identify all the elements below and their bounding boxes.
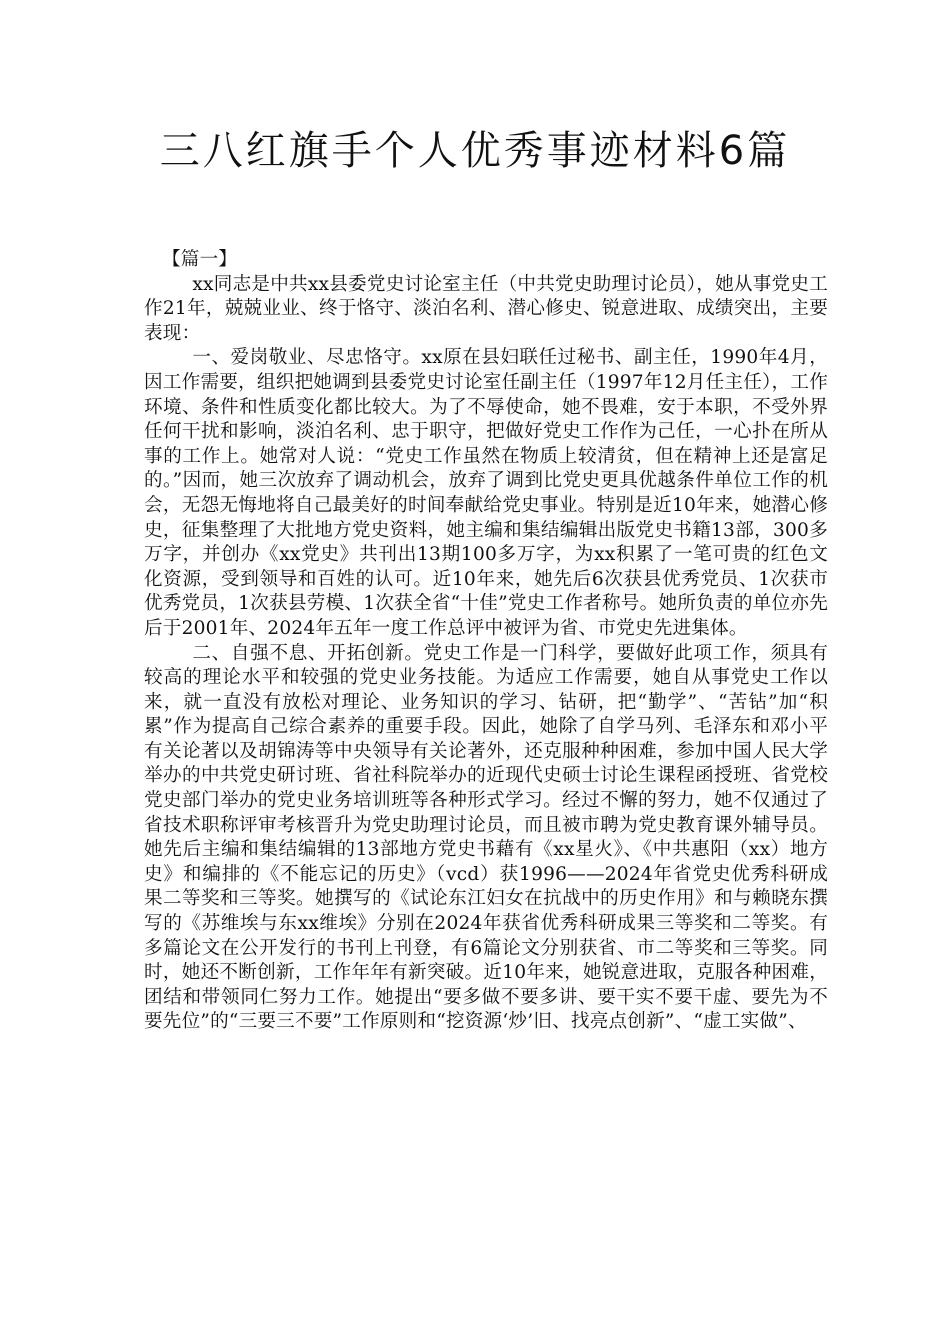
paragraph-intro: xx同志是中共xx县委党史讨论室主任（中共党史助理讨论员），她从事党史工作21年，兢兢业业、终于恪守、淡泊名利、潜心修史、锐意进取、成绩突出，主要表现：: [144, 273, 828, 344]
document-body: [144, 248, 828, 1035]
section-label: 【篇一】: [162, 249, 238, 270]
paragraph-innovation: 二、自强不息、开拓创新。党史工作是一门科学，要做好此项工作，须具有较高的理论水平和较强的党史业务技能。为适应工作需要，她自从事党史工作以来，就一直没有放松对理论、业务知识的学习、钻研，把“勤学”、“苦钻”加“积累”作为提高自己综合素养的重要手段。因此，她除了自学马列、毛泽东和邓小平有关论著以及胡锦涛等中央领导有关论著外，还克服种种困难，参加中国人民大学举办的中共党史研讨班、省社科院举办的近现代史硕士讨论生课程函授班、省党校党史部门举办的党史业务培训班等各种形式学习。经过不懈的努力，她不仅通过了省技术职称评审考核晋升为党史助理讨论员，而且被市聘为党史教育课外辅导员。她先后主编和集结编辑的13部地方党史书藉有《xx星火》、《中共惠阳（xx）地方史》和编排的《不能忘记的历史》（vcd）获1996——2024年省党史优秀科研成果二等奖和三等奖。她撰写的《试论东江妇女在抗战中的历史作用》和与赖晓东撰写的《苏维埃与东xx维埃》分别在2024年获省优秀科研成果三等奖和二等奖。有多篇论文在公开发行的书刊上刊登，有6篇论文分别获省、市二等奖和三等奖。同时，她还不断创新，工作年年有新突破。近10年来，她锐意进取，克服各种困难，团结和带领同仁努力工作。她提出“要多做不要多讲、要干实不要干虚、要先为不要先位”的“三要三不要”工作原则和“挖资源‘炒’旧、找亮点创新”、“虚工实做”、: [144, 642, 828, 1033]
document-title: 三八红旗手个人优秀事迹材料6篇: [159, 128, 791, 174]
paragraph-dedication: 一、爱岗敬业、尽忠恪守。xx原在县妇联任过秘书、副主任，1990年4月，因工作需要，组织把她调到县委党史讨论室任副主任（1997年12月任主任），工作环境、条件和性质变化都比较大。为了不辱使命，她不畏难，安于本职，不受外界任何干扰和影响，淡泊名利、忠于职守，把做好党史工作作为己任，一心扑在所从事的工作上。她常对人说：“党史工作虽然在物质上较清贫，但在精神上还是富足的。”因而，她三次放弃了调动机会，放弃了调到比党史更具优越条件单位工作的机会，无怨无悔地将自己最美好的时间奉献给党史事业。特别是近10年来，她潜心修史，征集整理了大批地方党史资料，她主编和集结编辑出版党史书籍13部，300多万字，并创办《xx党史》共刊出13期100多万字，为xx积累了一笔可贵的红色文化资源，受到领导和百姓的认可。近10年来，她先后6次获县优秀党员、1次获市优秀党员，1次获县劳模、1次获全省“十佳”党史工作者称号。她所负责的单位亦先后于2001年、2024年五年一度工作总评中被评为省、市党史先进集体。: [144, 347, 828, 639]
